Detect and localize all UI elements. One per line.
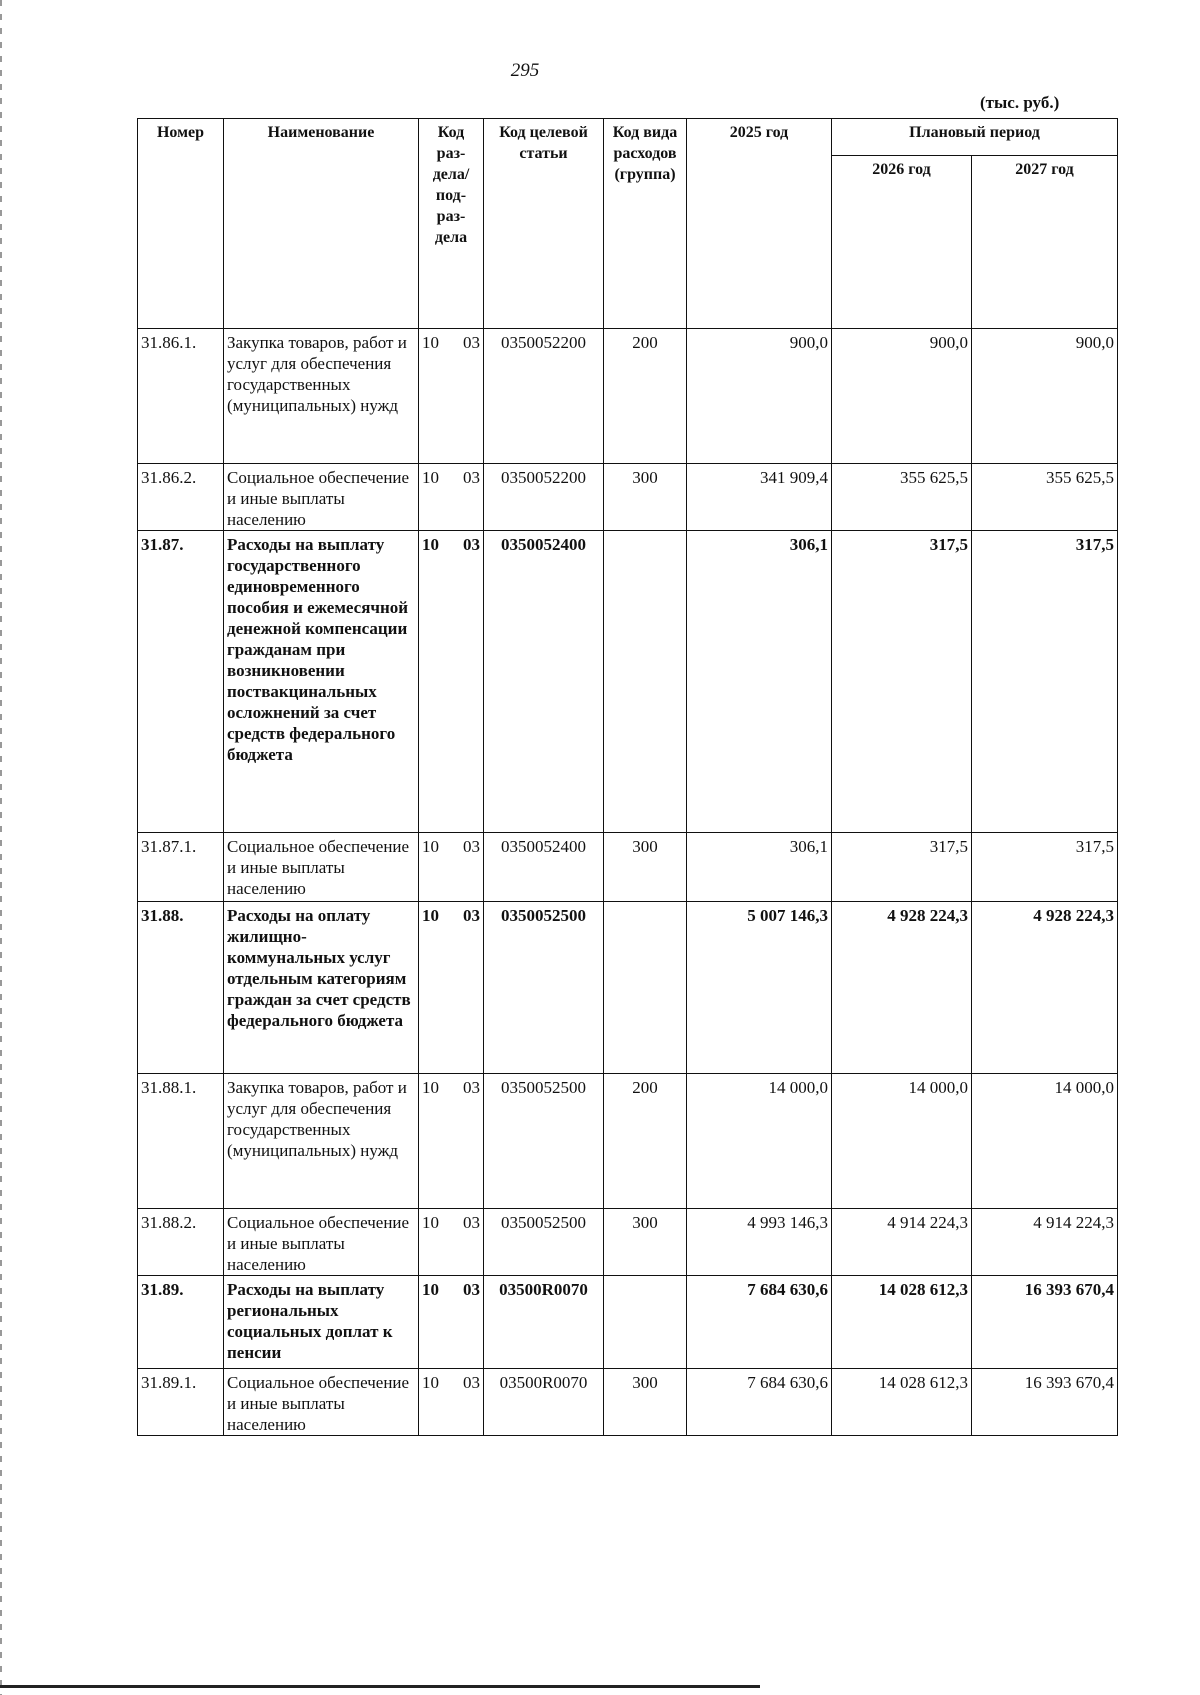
row-amount-2025: 5 007 146,3: [687, 902, 832, 1074]
table-body: [138, 329, 1118, 1436]
header-target-code: Код целевой статьи: [484, 119, 604, 329]
header-expense-kind: Код вида расходов (группа): [604, 119, 687, 329]
header-row-top: [138, 119, 1118, 156]
row-razdel: 10: [422, 906, 439, 925]
row-amount-2026: 14 028 612,3: [832, 1369, 972, 1436]
row-razdel: 10: [422, 1280, 439, 1299]
row-amount-2026: 4 914 224,3: [832, 1209, 972, 1276]
table-row: [138, 329, 1118, 464]
row-expense-kind: 300: [604, 833, 687, 902]
table-row: [138, 464, 1118, 531]
row-number: 31.88.1.: [138, 1074, 224, 1209]
row-amount-2027: 900,0: [972, 329, 1118, 464]
row-name: Закупка товаров, работ и услуг для обеспечения государственных (муниципальных) нужд: [224, 329, 419, 464]
row-section-code: [419, 464, 484, 531]
row-razdel: 10: [422, 535, 439, 554]
row-expense-kind: 200: [604, 329, 687, 464]
row-amount-2026: 14 028 612,3: [832, 1276, 972, 1369]
row-section-code: [419, 1074, 484, 1209]
row-section-code: [419, 329, 484, 464]
row-name: Закупка товаров, работ и услуг для обеспечения государственных (муниципальных) нужд: [224, 1074, 419, 1209]
budget-table: [137, 118, 1118, 1436]
row-section-code: [419, 1276, 484, 1369]
row-target-code: 0350052400: [484, 531, 604, 833]
row-section-code: [419, 833, 484, 902]
row-name: Расходы на выплату региональных социальных доплат к пенсии: [224, 1276, 419, 1369]
table-row: [138, 902, 1118, 1074]
table-row: [138, 1209, 1118, 1276]
row-expense-kind: 300: [604, 464, 687, 531]
row-expense-kind: [604, 902, 687, 1074]
row-amount-2026: 900,0: [832, 329, 972, 464]
row-amount-2025: 4 993 146,3: [687, 1209, 832, 1276]
row-amount-2026: 4 928 224,3: [832, 902, 972, 1074]
row-number: 31.86.2.: [138, 464, 224, 531]
page-number: 295: [510, 60, 540, 81]
row-amount-2027: 14 000,0: [972, 1074, 1118, 1209]
row-expense-kind: 200: [604, 1074, 687, 1209]
bottom-rule: [0, 1685, 760, 1688]
row-expense-kind: [604, 531, 687, 833]
row-amount-2025: 7 684 630,6: [687, 1369, 832, 1436]
row-target-code: 0350052500: [484, 1209, 604, 1276]
row-podrazdel: 03: [463, 468, 480, 487]
row-name: Расходы на оплату жилищно-коммунальных услуг отдельным категориям граждан за счет средств федерального бюджета: [224, 902, 419, 1074]
row-amount-2025: 306,1: [687, 833, 832, 902]
row-amount-2027: 16 393 670,4: [972, 1369, 1118, 1436]
header-name: Наименование: [224, 119, 419, 329]
row-amount-2026: 355 625,5: [832, 464, 972, 531]
row-razdel: 10: [422, 333, 439, 352]
row-podrazdel: 03: [463, 837, 480, 856]
row-razdel: 10: [422, 1213, 439, 1232]
header-year-2026: 2026 год: [832, 156, 972, 329]
row-number: 31.89.: [138, 1276, 224, 1369]
scan-edge-mark: [0, 0, 2, 1695]
row-razdel: 10: [422, 1373, 439, 1392]
row-podrazdel: 03: [463, 333, 480, 352]
header-section-code: Код раз-дела/ под-раз-дела: [419, 119, 484, 329]
row-target-code: 0350052500: [484, 1074, 604, 1209]
row-target-code: 03500R0070: [484, 1276, 604, 1369]
row-section-code: [419, 1209, 484, 1276]
row-podrazdel: 03: [463, 1280, 480, 1299]
row-name: Социальное обеспечение и иные выплаты населению: [224, 1369, 419, 1436]
row-number: 31.89.1.: [138, 1369, 224, 1436]
row-name: Расходы на выплату государственного единовременного пособия и ежемесячной денежной компенсации гражданам при возникновении поствакцинальных осложнений за счет средств федерального бюджета: [224, 531, 419, 833]
table-row: [138, 1276, 1118, 1369]
row-podrazdel: 03: [463, 535, 480, 554]
row-expense-kind: 300: [604, 1369, 687, 1436]
row-number: 31.87.1.: [138, 833, 224, 902]
row-amount-2027: 317,5: [972, 531, 1118, 833]
row-amount-2025: 7 684 630,6: [687, 1276, 832, 1369]
row-razdel: 10: [422, 837, 439, 856]
row-expense-kind: 300: [604, 1209, 687, 1276]
table-row: [138, 531, 1118, 833]
row-target-code: 03500R0070: [484, 1369, 604, 1436]
row-target-code: 0350052200: [484, 329, 604, 464]
row-section-code: [419, 1369, 484, 1436]
row-amount-2026: 14 000,0: [832, 1074, 972, 1209]
row-number: 31.88.: [138, 902, 224, 1074]
row-target-code: 0350052500: [484, 902, 604, 1074]
row-podrazdel: 03: [463, 1213, 480, 1232]
row-amount-2026: 317,5: [832, 531, 972, 833]
row-number: 31.88.2.: [138, 1209, 224, 1276]
row-podrazdel: 03: [463, 906, 480, 925]
table-row: [138, 1074, 1118, 1209]
table-row: [138, 833, 1118, 902]
row-amount-2027: 16 393 670,4: [972, 1276, 1118, 1369]
header-year-2027: 2027 год: [972, 156, 1118, 329]
row-expense-kind: [604, 1276, 687, 1369]
row-target-code: 0350052200: [484, 464, 604, 531]
row-section-code: [419, 902, 484, 1074]
table-row: [138, 1369, 1118, 1436]
header-year-2025: 2025 год: [687, 119, 832, 329]
row-amount-2026: 317,5: [832, 833, 972, 902]
row-name: Социальное обеспечение и иные выплаты населению: [224, 1209, 419, 1276]
row-amount-2025: 306,1: [687, 531, 832, 833]
row-razdel: 10: [422, 1078, 439, 1097]
header-planned-period: Плановый период: [832, 119, 1118, 156]
row-amount-2027: 317,5: [972, 833, 1118, 902]
row-amount-2027: 4 928 224,3: [972, 902, 1118, 1074]
row-name: Социальное обеспечение и иные выплаты населению: [224, 464, 419, 531]
row-target-code: 0350052400: [484, 833, 604, 902]
row-razdel: 10: [422, 468, 439, 487]
row-podrazdel: 03: [463, 1078, 480, 1097]
row-amount-2027: 4 914 224,3: [972, 1209, 1118, 1276]
row-section-code: [419, 531, 484, 833]
row-number: 31.86.1.: [138, 329, 224, 464]
row-podrazdel: 03: [463, 1373, 480, 1392]
row-amount-2025: 341 909,4: [687, 464, 832, 531]
units-label: (тыс. руб.): [980, 93, 1060, 112]
row-amount-2025: 900,0: [687, 329, 832, 464]
row-number: 31.87.: [138, 531, 224, 833]
header-num: Номер: [138, 119, 224, 329]
row-name: Социальное обеспечение и иные выплаты населению: [224, 833, 419, 902]
row-amount-2025: 14 000,0: [687, 1074, 832, 1209]
row-amount-2027: 355 625,5: [972, 464, 1118, 531]
